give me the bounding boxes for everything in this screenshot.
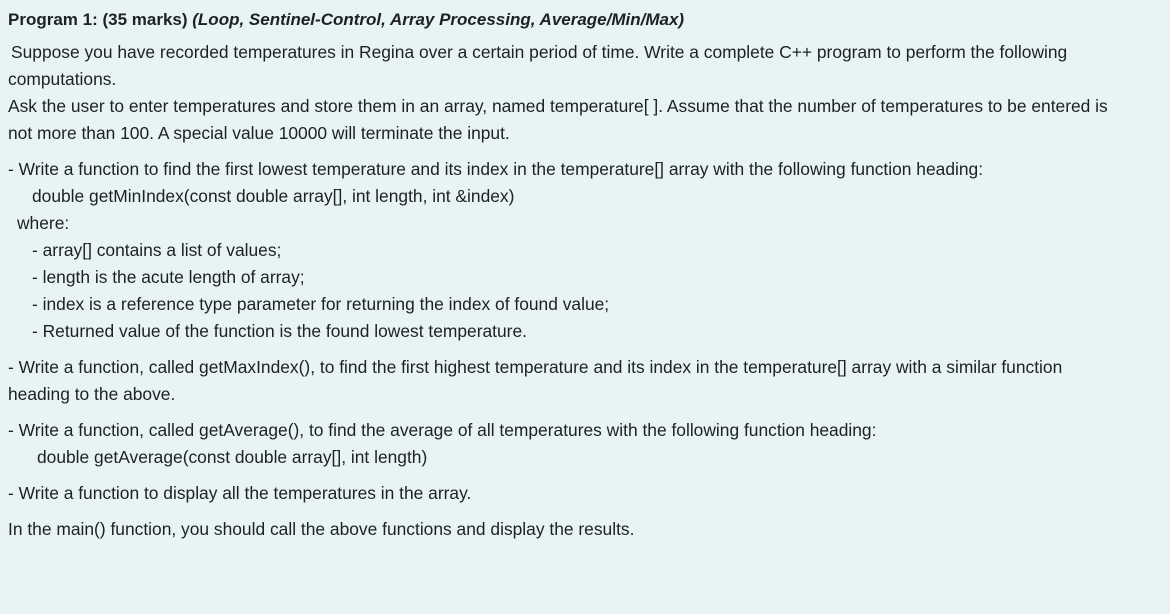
display-task-line: - Write a function to display all the temperatures in the array.	[8, 483, 472, 503]
intro-line-4: not more than 100. A special value 10000 will terminate the input.	[8, 123, 510, 143]
param-item: - Returned value of the function is the found lowest temperature.	[32, 321, 527, 341]
where-label: where:	[17, 213, 70, 233]
closing-line: In the main() function, you should call the above functions and display the results.	[8, 519, 635, 539]
avg-function-heading: double getAverage(const double array[], int length)	[37, 447, 428, 467]
program-heading	[8, 8, 1170, 32]
program-topics: (Loop, Sentinel-Control, Array Processing, Average/Min/Max)	[192, 10, 685, 29]
intro-line-1: Suppose you have recorded temperatures in Regina over a certain period of time. Write a complete C++ program to perform the following	[11, 42, 1068, 62]
param-item: - index is a reference type parameter for returning the index of found value;	[32, 294, 610, 314]
intro-line-2: computations.	[8, 69, 117, 89]
avg-task-line: - Write a function, called getAverage(), to find the average of all temperatures with the following function heading:	[8, 420, 877, 440]
max-task-line-1: - Write a function, called getMaxIndex(), to find the first highest temperature and its index in the temperature[] array with a similar function	[8, 357, 1063, 377]
min-function-heading: double getMinIndex(const double array[], int length, int &index)	[32, 186, 515, 206]
max-task-line-2: heading to the above.	[8, 384, 176, 404]
param-item: - array[] contains a list of values;	[32, 240, 282, 260]
program-title: Program 1: (35 marks)	[8, 10, 188, 29]
intro-line-3: Ask the user to enter temperatures and store them in an array, named temperature[ ]. Assume that the number of temperatures to be entered is	[8, 96, 1108, 116]
param-item: - length is the acute length of array;	[32, 267, 305, 287]
min-task-line: - Write a function to find the first lowest temperature and its index in the temperature[] array with the following function heading:	[8, 159, 984, 179]
